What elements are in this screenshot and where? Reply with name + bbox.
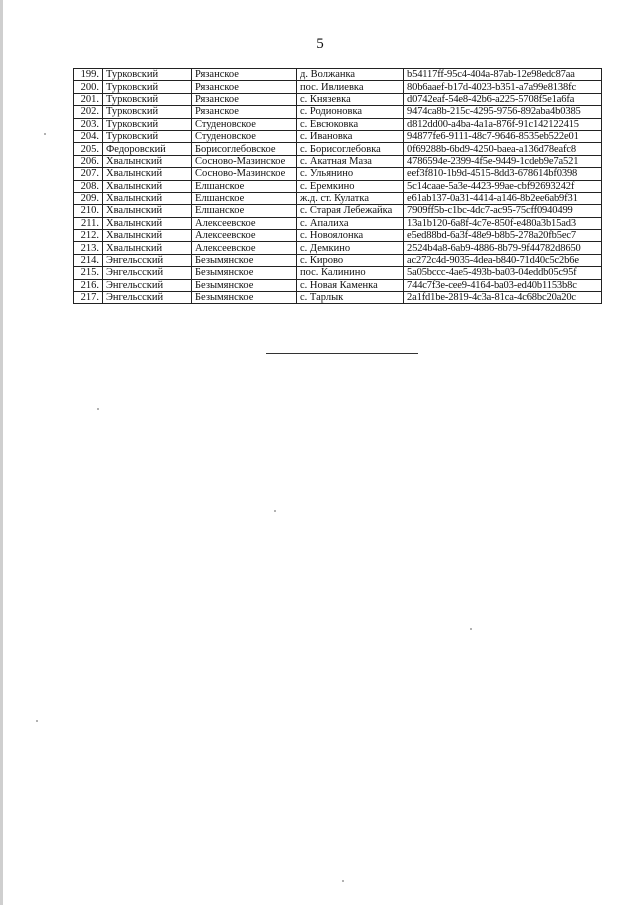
scan-speck [44, 133, 46, 135]
table-row [74, 93, 602, 105]
municipality-cell: Рязанское [192, 106, 297, 118]
municipality-cell: Безымянское [192, 254, 297, 266]
settlement-cell: с. Демкино [297, 242, 404, 254]
district-cell: Энгельсский [103, 254, 192, 266]
district-cell: Хвалынский [103, 180, 192, 192]
settlement-cell: с. Родионовка [297, 106, 404, 118]
settlement-cell: с. Еремкино [297, 180, 404, 192]
table-row [74, 180, 602, 192]
municipality-cell: Рязанское [192, 81, 297, 93]
settlement-cell: пос. Калинино [297, 267, 404, 279]
table-row [74, 205, 602, 217]
settlement-cell: ж.д. ст. Кулатка [297, 192, 404, 204]
settlement-cell: пос. Ивлиевка [297, 81, 404, 93]
district-cell: Турковский [103, 106, 192, 118]
scan-speck [97, 408, 99, 410]
settlement-cell: с. Апалиха [297, 217, 404, 229]
table-row [74, 130, 602, 142]
district-cell: Турковский [103, 69, 192, 81]
municipality-cell: Елшанское [192, 180, 297, 192]
table-row [74, 69, 602, 81]
table-row [74, 254, 602, 266]
settlement-cell: с. Старая Лебежайка [297, 205, 404, 217]
settlement-cell: с. Акатная Маза [297, 155, 404, 167]
table-row [74, 230, 602, 242]
municipality-cell: Рязанское [192, 69, 297, 81]
municipality-cell: Елшанское [192, 205, 297, 217]
municipality-cell: Елшанское [192, 192, 297, 204]
table-row [74, 279, 602, 291]
row-number-cell: 207. [74, 168, 103, 180]
page-number: 5 [316, 36, 324, 52]
table-row [74, 118, 602, 130]
row-number-cell: 214. [74, 254, 103, 266]
municipality-cell: Алексеевское [192, 217, 297, 229]
guid-cell: 0f69288b-6bd9-4250-baea-a136d78eafc8 [404, 143, 602, 155]
municipality-cell: Студеновское [192, 130, 297, 142]
guid-cell: ac272c4d-9035-4dea-b840-71d40c5c2b6e [404, 254, 602, 266]
district-cell: Энгельсский [103, 292, 192, 304]
district-cell: Хвалынский [103, 205, 192, 217]
district-cell: Турковский [103, 93, 192, 105]
municipality-cell: Студеновское [192, 118, 297, 130]
district-cell: Хвалынский [103, 155, 192, 167]
settlement-cell: с. Новая Каменка [297, 279, 404, 291]
district-cell: Хвалынский [103, 242, 192, 254]
row-number-cell: 203. [74, 118, 103, 130]
settlement-cell: с. Тарлык [297, 292, 404, 304]
end-of-table-rule [266, 353, 418, 354]
table-row [74, 192, 602, 204]
district-cell: Хвалынский [103, 217, 192, 229]
scan-speck [274, 510, 276, 512]
row-number-cell: 199. [74, 69, 103, 81]
scan-speck [342, 880, 344, 882]
settlement-cell: с. Ивановка [297, 130, 404, 142]
district-cell: Турковский [103, 81, 192, 93]
row-number-cell: 200. [74, 81, 103, 93]
settlement-cell: с. Князевка [297, 93, 404, 105]
settlement-cell: с. Евсюковка [297, 118, 404, 130]
guid-cell: eef3f810-1b9d-4515-8dd3-678614bf0398 [404, 168, 602, 180]
table-row [74, 242, 602, 254]
row-number-cell: 212. [74, 230, 103, 242]
municipality-cell: Алексеевское [192, 230, 297, 242]
guid-cell: 13a1b120-6a8f-4c7e-850f-e480a3b15ad3 [404, 217, 602, 229]
district-cell: Хвалынский [103, 192, 192, 204]
guid-cell: 5c14caae-5a3e-4423-99ae-cbf92693242f [404, 180, 602, 192]
row-number-cell: 206. [74, 155, 103, 167]
row-number-cell: 204. [74, 130, 103, 142]
table-row [74, 267, 602, 279]
district-cell: Энгельсский [103, 279, 192, 291]
municipality-cell: Рязанское [192, 93, 297, 105]
row-number-cell: 202. [74, 106, 103, 118]
settlement-cell: д. Волжанка [297, 69, 404, 81]
municipality-cell: Безымянское [192, 292, 297, 304]
table-row [74, 217, 602, 229]
municipality-cell: Борисоглебовское [192, 143, 297, 155]
guid-cell: 5a05bccc-4ae5-493b-ba03-04eddb05c95f [404, 267, 602, 279]
row-number-cell: 215. [74, 267, 103, 279]
municipality-cell: Сосново-Мазинское [192, 168, 297, 180]
guid-cell: 2524b4a8-6ab9-4886-8b79-9f44782d8650 [404, 242, 602, 254]
row-number-cell: 210. [74, 205, 103, 217]
scan-speck [36, 720, 38, 722]
row-number-cell: 208. [74, 180, 103, 192]
settlement-cell: с. Ульянино [297, 168, 404, 180]
settlement-cell: с. Новоялонка [297, 230, 404, 242]
table-row [74, 168, 602, 180]
row-number-cell: 217. [74, 292, 103, 304]
table-body [74, 69, 602, 304]
guid-cell: b54117ff-95c4-404a-87ab-12e98edc87aa [404, 69, 602, 81]
row-number-cell: 213. [74, 242, 103, 254]
district-cell: Федоровский [103, 143, 192, 155]
row-number-cell: 209. [74, 192, 103, 204]
guid-cell: 94877fe6-9111-48c7-9646-8535eb522e01 [404, 130, 602, 142]
municipality-cell: Сосново-Мазинское [192, 155, 297, 167]
table-row [74, 292, 602, 304]
guid-cell: 4786594e-2399-4f5e-9449-1cdeb9e7a521 [404, 155, 602, 167]
row-number-cell: 205. [74, 143, 103, 155]
guid-cell: e5ed88bd-6a3f-48e9-b8b5-278a20fb5ec7 [404, 230, 602, 242]
table-row [74, 106, 602, 118]
table-row [74, 143, 602, 155]
guid-cell: 744c7f3e-cee9-4164-ba03-ed40b1153b8c [404, 279, 602, 291]
settlement-cell: с. Борисоглебовка [297, 143, 404, 155]
district-cell: Хвалынский [103, 168, 192, 180]
municipality-cell: Безымянское [192, 279, 297, 291]
guid-cell: 80b6aaef-b17d-4023-b351-a7a99e8138fc [404, 81, 602, 93]
guid-cell: 2a1fd1be-2819-4c3a-81ca-4c68bc20a20c [404, 292, 602, 304]
district-cell: Энгельсский [103, 267, 192, 279]
settlement-cell: с. Кирово [297, 254, 404, 266]
municipality-cell: Алексеевское [192, 242, 297, 254]
settlements-table [73, 68, 602, 304]
row-number-cell: 201. [74, 93, 103, 105]
row-number-cell: 211. [74, 217, 103, 229]
district-cell: Турковский [103, 118, 192, 130]
municipality-cell: Безымянское [192, 267, 297, 279]
row-number-cell: 216. [74, 279, 103, 291]
guid-cell: e61ab137-0a31-4414-a146-8b2ee6ab9f31 [404, 192, 602, 204]
table-row [74, 81, 602, 93]
scan-edge [0, 0, 3, 905]
guid-cell: 9474ca8b-215c-4295-9756-892aba4b0385 [404, 106, 602, 118]
scan-speck [470, 628, 472, 630]
district-cell: Турковский [103, 130, 192, 142]
guid-cell: d812dd00-a4ba-4a1a-876f-91c142122415 [404, 118, 602, 130]
table-row [74, 155, 602, 167]
guid-cell: d0742eaf-54e8-42b6-a225-5708f5e1a6fa [404, 93, 602, 105]
guid-cell: 7909ff5b-c1bc-4dc7-ac95-75cff0940499 [404, 205, 602, 217]
district-cell: Хвалынский [103, 230, 192, 242]
